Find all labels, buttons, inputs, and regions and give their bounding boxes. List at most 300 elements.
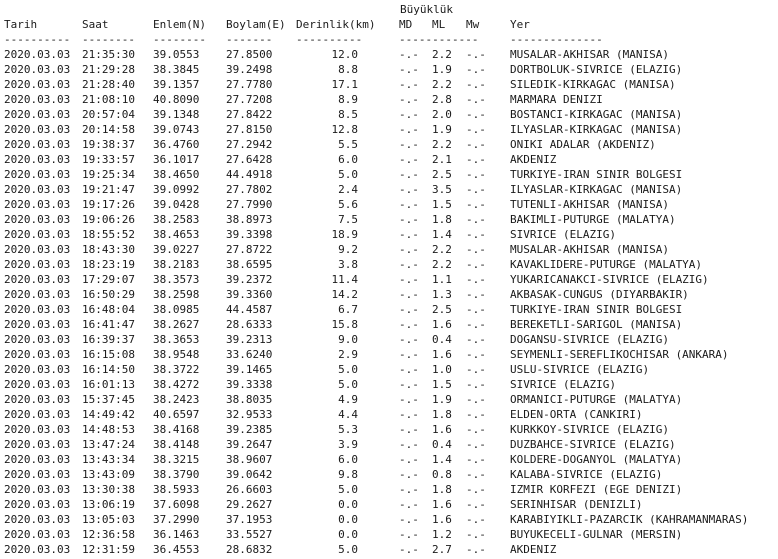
event-longitude: 44.4918	[226, 168, 273, 181]
event-depth: 5.0	[338, 543, 358, 556]
event-md: -.-	[399, 63, 419, 76]
event-time: 21:08:10	[82, 93, 135, 106]
event-ml: 1.6	[432, 513, 452, 526]
event-mw: -.-	[466, 363, 486, 376]
event-date: 2020.03.03	[4, 138, 71, 151]
event-mw: -.-	[466, 318, 486, 331]
event-longitude: 38.6595	[226, 258, 273, 271]
event-location: KURKKOY-SIVRICE (ELAZIG)	[510, 423, 669, 436]
event-ml: 1.1	[432, 273, 452, 286]
event-depth: 11.4	[331, 273, 358, 286]
event-date: 2020.03.03	[4, 213, 71, 226]
event-mw: -.-	[466, 123, 486, 136]
event-latitude: 39.0743	[153, 123, 200, 136]
event-longitude: 28.6333	[226, 318, 273, 331]
table-row	[4, 197, 776, 212]
event-time: 18:55:52	[82, 228, 135, 241]
event-md: -.-	[399, 168, 419, 181]
event-md: -.-	[399, 378, 419, 391]
table-row	[4, 167, 776, 182]
event-longitude: 27.8422	[226, 108, 273, 121]
separator-location: --------------	[510, 33, 603, 46]
event-mw: -.-	[466, 213, 486, 226]
event-ml: 1.6	[432, 423, 452, 436]
event-depth: 12.0	[331, 48, 358, 61]
event-ml: 2.2	[432, 258, 452, 271]
event-ml: 1.2	[432, 528, 452, 541]
event-longitude: 26.6603	[226, 483, 273, 496]
event-ml: 1.3	[432, 288, 452, 301]
event-date: 2020.03.03	[4, 228, 71, 241]
event-latitude: 38.2598	[153, 288, 200, 301]
event-time: 21:35:30	[82, 48, 135, 61]
event-location: SEYMENLI-SEREFLIKOCHISAR (ANKARA)	[510, 348, 729, 361]
event-ml: 1.4	[432, 228, 452, 241]
event-date: 2020.03.03	[4, 93, 71, 106]
table-row	[4, 512, 776, 527]
event-latitude: 38.2627	[153, 318, 200, 331]
event-longitude: 39.3398	[226, 228, 273, 241]
separator-longitude: -------	[226, 33, 273, 46]
event-mw: -.-	[466, 333, 486, 346]
event-location: KALABA-SIVRICE (ELAZIG)	[510, 468, 663, 481]
event-md: -.-	[399, 393, 419, 406]
event-date: 2020.03.03	[4, 363, 71, 376]
event-date: 2020.03.03	[4, 378, 71, 391]
event-latitude: 39.0428	[153, 198, 200, 211]
event-time: 14:48:53	[82, 423, 135, 436]
event-longitude: 27.8722	[226, 243, 273, 256]
event-location: ELDEN-ORTA (CANKIRI)	[510, 408, 643, 421]
event-depth: 5.0	[338, 483, 358, 496]
event-md: -.-	[399, 423, 419, 436]
event-ml: 1.8	[432, 213, 452, 226]
event-time: 16:14:50	[82, 363, 135, 376]
header-depth: Derinlik(km)	[296, 18, 376, 31]
event-location: IZMIR KORFEZI (EGE DENIZI)	[510, 483, 683, 496]
event-date: 2020.03.03	[4, 258, 71, 271]
event-longitude: 27.8500	[226, 48, 273, 61]
event-date: 2020.03.03	[4, 318, 71, 331]
event-location: KARABIYIKLI-PAZARCIK (KAHRAMANMARAS)	[510, 513, 749, 526]
event-md: -.-	[399, 138, 419, 151]
event-mw: -.-	[466, 258, 486, 271]
event-latitude: 38.3722	[153, 363, 200, 376]
event-longitude: 39.0642	[226, 468, 273, 481]
event-md: -.-	[399, 483, 419, 496]
event-location: AKDENIZ	[510, 153, 557, 166]
table-row	[4, 317, 776, 332]
event-mw: -.-	[466, 198, 486, 211]
magnitude-group-heading: Büyüklük	[400, 3, 453, 16]
event-longitude: 27.7780	[226, 78, 273, 91]
event-longitude: 39.1465	[226, 363, 273, 376]
event-ml: 2.2	[432, 48, 452, 61]
event-depth: 8.8	[338, 63, 358, 76]
event-latitude: 39.1357	[153, 78, 200, 91]
event-depth: 4.9	[338, 393, 358, 406]
event-longitude: 28.6832	[226, 543, 273, 556]
event-rows	[4, 47, 776, 557]
event-location: MUSALAR-AKHISAR (MANISA)	[510, 48, 669, 61]
event-time: 16:39:37	[82, 333, 135, 346]
header-md: MD	[399, 18, 413, 31]
event-location: DORTBOLUK-SIVRICE (ELAZIG)	[510, 63, 683, 76]
separator-magnitude: ------------	[399, 33, 479, 46]
event-md: -.-	[399, 318, 419, 331]
event-md: -.-	[399, 468, 419, 481]
event-date: 2020.03.03	[4, 63, 71, 76]
event-latitude: 39.1348	[153, 108, 200, 121]
event-mw: -.-	[466, 93, 486, 106]
event-location: TUTENLI-AKHISAR (MANISA)	[510, 198, 669, 211]
table-row	[4, 182, 776, 197]
event-time: 19:38:37	[82, 138, 135, 151]
event-location: ILYASLAR-KIRKAGAC (MANISA)	[510, 123, 683, 136]
table-row	[4, 212, 776, 227]
event-ml: 1.9	[432, 393, 452, 406]
event-longitude: 38.9607	[226, 453, 273, 466]
event-mw: -.-	[466, 513, 486, 526]
event-md: -.-	[399, 78, 419, 91]
event-mw: -.-	[466, 378, 486, 391]
separator-depth: ----------	[296, 33, 363, 46]
event-depth: 5.0	[338, 378, 358, 391]
event-time: 12:31:59	[82, 543, 135, 556]
event-depth: 6.7	[338, 303, 358, 316]
header-latitude: Enlem(N)	[153, 18, 206, 31]
event-time: 19:17:26	[82, 198, 135, 211]
event-depth: 5.6	[338, 198, 358, 211]
event-time: 19:06:26	[82, 213, 135, 226]
event-time: 19:21:47	[82, 183, 135, 196]
event-md: -.-	[399, 213, 419, 226]
event-longitude: 27.7208	[226, 93, 273, 106]
event-ml: 1.6	[432, 498, 452, 511]
event-depth: 6.0	[338, 453, 358, 466]
table-row	[4, 377, 776, 392]
event-date: 2020.03.03	[4, 168, 71, 181]
event-time: 13:47:24	[82, 438, 135, 451]
event-time: 13:43:09	[82, 468, 135, 481]
event-mw: -.-	[466, 183, 486, 196]
event-ml: 1.5	[432, 378, 452, 391]
event-depth: 3.8	[338, 258, 358, 271]
separator-row	[4, 32, 776, 47]
header-date: Tarih	[4, 18, 38, 31]
event-mw: -.-	[466, 483, 486, 496]
event-date: 2020.03.03	[4, 468, 71, 481]
event-depth: 9.0	[338, 333, 358, 346]
event-location: ORMANICI-PUTURGE (MALATYA)	[510, 393, 683, 406]
header-location: Yer	[510, 18, 530, 31]
table-row	[4, 77, 776, 92]
event-md: -.-	[399, 333, 419, 346]
table-row	[4, 272, 776, 287]
table-row	[4, 257, 776, 272]
event-date: 2020.03.03	[4, 393, 71, 406]
event-depth: 2.9	[338, 348, 358, 361]
table-row	[4, 362, 776, 377]
earthquake-listing	[4, 2, 776, 557]
event-md: -.-	[399, 183, 419, 196]
event-md: -.-	[399, 48, 419, 61]
event-time: 13:05:03	[82, 513, 135, 526]
event-location: DOGANSU-SIVRICE (ELAZIG)	[510, 333, 669, 346]
event-md: -.-	[399, 498, 419, 511]
event-latitude: 38.2183	[153, 258, 200, 271]
event-mw: -.-	[466, 63, 486, 76]
header-ml: ML	[432, 18, 446, 31]
event-mw: -.-	[466, 48, 486, 61]
event-ml: 2.8	[432, 93, 452, 106]
event-latitude: 38.0985	[153, 303, 200, 316]
event-latitude: 38.2423	[153, 393, 200, 406]
event-latitude: 38.2583	[153, 213, 200, 226]
event-ml: 1.0	[432, 363, 452, 376]
event-ml: 2.5	[432, 303, 452, 316]
event-time: 16:01:13	[82, 378, 135, 391]
event-location: USLU-SIVRICE (ELAZIG)	[510, 363, 650, 376]
table-row	[4, 422, 776, 437]
event-time: 21:29:28	[82, 63, 135, 76]
event-time: 16:41:47	[82, 318, 135, 331]
event-date: 2020.03.03	[4, 198, 71, 211]
event-md: -.-	[399, 288, 419, 301]
event-latitude: 39.0227	[153, 243, 200, 256]
table-row	[4, 152, 776, 167]
event-depth: 18.9	[331, 228, 358, 241]
event-longitude: 39.2372	[226, 273, 273, 286]
event-md: -.-	[399, 303, 419, 316]
event-time: 18:23:19	[82, 258, 135, 271]
event-md: -.-	[399, 273, 419, 286]
event-depth: 14.2	[331, 288, 358, 301]
event-ml: 2.7	[432, 543, 452, 556]
event-latitude: 38.4272	[153, 378, 200, 391]
event-depth: 0.0	[338, 513, 358, 526]
event-time: 19:33:57	[82, 153, 135, 166]
event-latitude: 38.4650	[153, 168, 200, 181]
event-date: 2020.03.03	[4, 273, 71, 286]
event-mw: -.-	[466, 498, 486, 511]
header-time: Saat	[82, 18, 109, 31]
event-ml: 1.6	[432, 318, 452, 331]
event-md: -.-	[399, 228, 419, 241]
table-row	[4, 452, 776, 467]
table-row	[4, 287, 776, 302]
event-time: 17:29:07	[82, 273, 135, 286]
event-md: -.-	[399, 363, 419, 376]
event-longitude: 37.1953	[226, 513, 273, 526]
separator-time: --------	[82, 33, 135, 46]
table-row	[4, 332, 776, 347]
event-longitude: 33.5527	[226, 528, 273, 541]
event-md: -.-	[399, 513, 419, 526]
event-location: DUZBAHCE-SIVRICE (ELAZIG)	[510, 438, 676, 451]
header-longitude: Boylam(E)	[226, 18, 286, 31]
event-time: 15:37:45	[82, 393, 135, 406]
event-mw: -.-	[466, 468, 486, 481]
event-location: ILYASLAR-KIRKAGAC (MANISA)	[510, 183, 683, 196]
event-longitude: 27.7990	[226, 198, 273, 211]
separator-date: ----------	[4, 33, 71, 46]
event-time: 13:43:34	[82, 453, 135, 466]
event-ml: 0.8	[432, 468, 452, 481]
event-latitude: 39.0553	[153, 48, 200, 61]
event-date: 2020.03.03	[4, 333, 71, 346]
event-latitude: 38.3653	[153, 333, 200, 346]
event-latitude: 36.4760	[153, 138, 200, 151]
event-mw: -.-	[466, 78, 486, 91]
event-depth: 9.2	[338, 243, 358, 256]
event-latitude: 38.4653	[153, 228, 200, 241]
event-md: -.-	[399, 153, 419, 166]
event-time: 21:28:40	[82, 78, 135, 91]
event-ml: 2.2	[432, 78, 452, 91]
event-mw: -.-	[466, 243, 486, 256]
event-md: -.-	[399, 543, 419, 556]
table-row	[4, 92, 776, 107]
event-location: YUKARICANAKCI-SIVRICE (ELAZIG)	[510, 273, 709, 286]
event-date: 2020.03.03	[4, 513, 71, 526]
event-md: -.-	[399, 453, 419, 466]
event-md: -.-	[399, 408, 419, 421]
event-time: 16:50:29	[82, 288, 135, 301]
event-location: MARMARA DENIZI	[510, 93, 603, 106]
event-longitude: 44.4587	[226, 303, 273, 316]
event-md: -.-	[399, 243, 419, 256]
table-row	[4, 137, 776, 152]
event-longitude: 27.7802	[226, 183, 273, 196]
magnitude-group-row	[4, 2, 776, 17]
event-latitude: 38.3215	[153, 453, 200, 466]
event-latitude: 38.5933	[153, 483, 200, 496]
event-ml: 2.0	[432, 108, 452, 121]
event-mw: -.-	[466, 453, 486, 466]
table-row	[4, 107, 776, 122]
event-latitude: 36.1463	[153, 528, 200, 541]
event-latitude: 38.3790	[153, 468, 200, 481]
event-md: -.-	[399, 258, 419, 271]
event-longitude: 27.2942	[226, 138, 273, 151]
event-longitude: 39.2647	[226, 438, 273, 451]
event-depth: 5.5	[338, 138, 358, 151]
event-location: MUSALAR-AKHISAR (MANISA)	[510, 243, 669, 256]
event-time: 12:36:58	[82, 528, 135, 541]
event-location: TURKIYE-IRAN SINIR BOLGESI	[510, 168, 683, 181]
event-depth: 0.0	[338, 528, 358, 541]
event-longitude: 39.3338	[226, 378, 273, 391]
event-ml: 1.8	[432, 408, 452, 421]
event-longitude: 33.6240	[226, 348, 273, 361]
event-depth: 8.9	[338, 93, 358, 106]
event-latitude: 38.3573	[153, 273, 200, 286]
table-row	[4, 242, 776, 257]
event-md: -.-	[399, 93, 419, 106]
event-depth: 15.8	[331, 318, 358, 331]
event-time: 13:30:38	[82, 483, 135, 496]
event-depth: 9.8	[338, 468, 358, 481]
event-ml: 1.9	[432, 123, 452, 136]
event-ml: 1.4	[432, 453, 452, 466]
event-longitude: 39.2498	[226, 63, 273, 76]
event-longitude: 39.2313	[226, 333, 273, 346]
event-date: 2020.03.03	[4, 348, 71, 361]
event-mw: -.-	[466, 303, 486, 316]
event-time: 20:14:58	[82, 123, 135, 136]
event-date: 2020.03.03	[4, 528, 71, 541]
event-depth: 0.0	[338, 498, 358, 511]
event-md: -.-	[399, 438, 419, 451]
table-row	[4, 527, 776, 542]
event-ml: 2.2	[432, 138, 452, 151]
table-row	[4, 227, 776, 242]
event-latitude: 38.4148	[153, 438, 200, 451]
event-mw: -.-	[466, 348, 486, 361]
event-time: 16:15:08	[82, 348, 135, 361]
table-row	[4, 407, 776, 422]
event-depth: 5.3	[338, 423, 358, 436]
event-date: 2020.03.03	[4, 423, 71, 436]
event-mw: -.-	[466, 528, 486, 541]
event-location: TURKIYE-IRAN SINIR BOLGESI	[510, 303, 683, 316]
event-location: ONIKI ADALAR (AKDENIZ)	[510, 138, 656, 151]
event-location: AKBASAK-CUNGUS (DIYARBAKIR)	[510, 288, 689, 301]
event-location: BEREKETLI-SARIGOL (MANISA)	[510, 318, 683, 331]
event-ml: 1.8	[432, 483, 452, 496]
event-location: SIVRICE (ELAZIG)	[510, 378, 616, 391]
event-depth: 12.8	[331, 123, 358, 136]
event-date: 2020.03.03	[4, 123, 71, 136]
event-md: -.-	[399, 108, 419, 121]
event-longitude: 27.8150	[226, 123, 273, 136]
event-md: -.-	[399, 123, 419, 136]
event-depth: 5.0	[338, 168, 358, 181]
event-location: SILEDIK-KIRKAGAC (MANISA)	[510, 78, 676, 91]
event-depth: 7.5	[338, 213, 358, 226]
table-row	[4, 347, 776, 362]
event-mw: -.-	[466, 393, 486, 406]
event-mw: -.-	[466, 138, 486, 151]
event-depth: 4.4	[338, 408, 358, 421]
event-md: -.-	[399, 198, 419, 211]
event-latitude: 38.3845	[153, 63, 200, 76]
event-location: BAKIMLI-PUTURGE (MALATYA)	[510, 213, 676, 226]
event-location: BUYUKECELI-GULNAR (MERSIN)	[510, 528, 683, 541]
column-header-row	[4, 17, 776, 32]
event-date: 2020.03.03	[4, 153, 71, 166]
event-date: 2020.03.03	[4, 408, 71, 421]
event-location: KAVAKLIDERE-PUTURGE (MALATYA)	[510, 258, 703, 271]
separator-latitude: --------	[153, 33, 206, 46]
event-location: KOLDERE-DOGANYOL (MALATYA)	[510, 453, 683, 466]
event-mw: -.-	[466, 168, 486, 181]
event-depth: 5.0	[338, 363, 358, 376]
event-date: 2020.03.03	[4, 288, 71, 301]
event-mw: -.-	[466, 438, 486, 451]
event-time: 18:43:30	[82, 243, 135, 256]
event-date: 2020.03.03	[4, 108, 71, 121]
event-ml: 0.4	[432, 438, 452, 451]
table-row	[4, 302, 776, 317]
event-latitude: 38.4168	[153, 423, 200, 436]
event-location: BOSTANCI-KIRKAGAC (MANISA)	[510, 108, 683, 121]
table-row	[4, 122, 776, 137]
event-ml: 1.9	[432, 63, 452, 76]
event-time: 19:25:34	[82, 168, 135, 181]
event-mw: -.-	[466, 288, 486, 301]
